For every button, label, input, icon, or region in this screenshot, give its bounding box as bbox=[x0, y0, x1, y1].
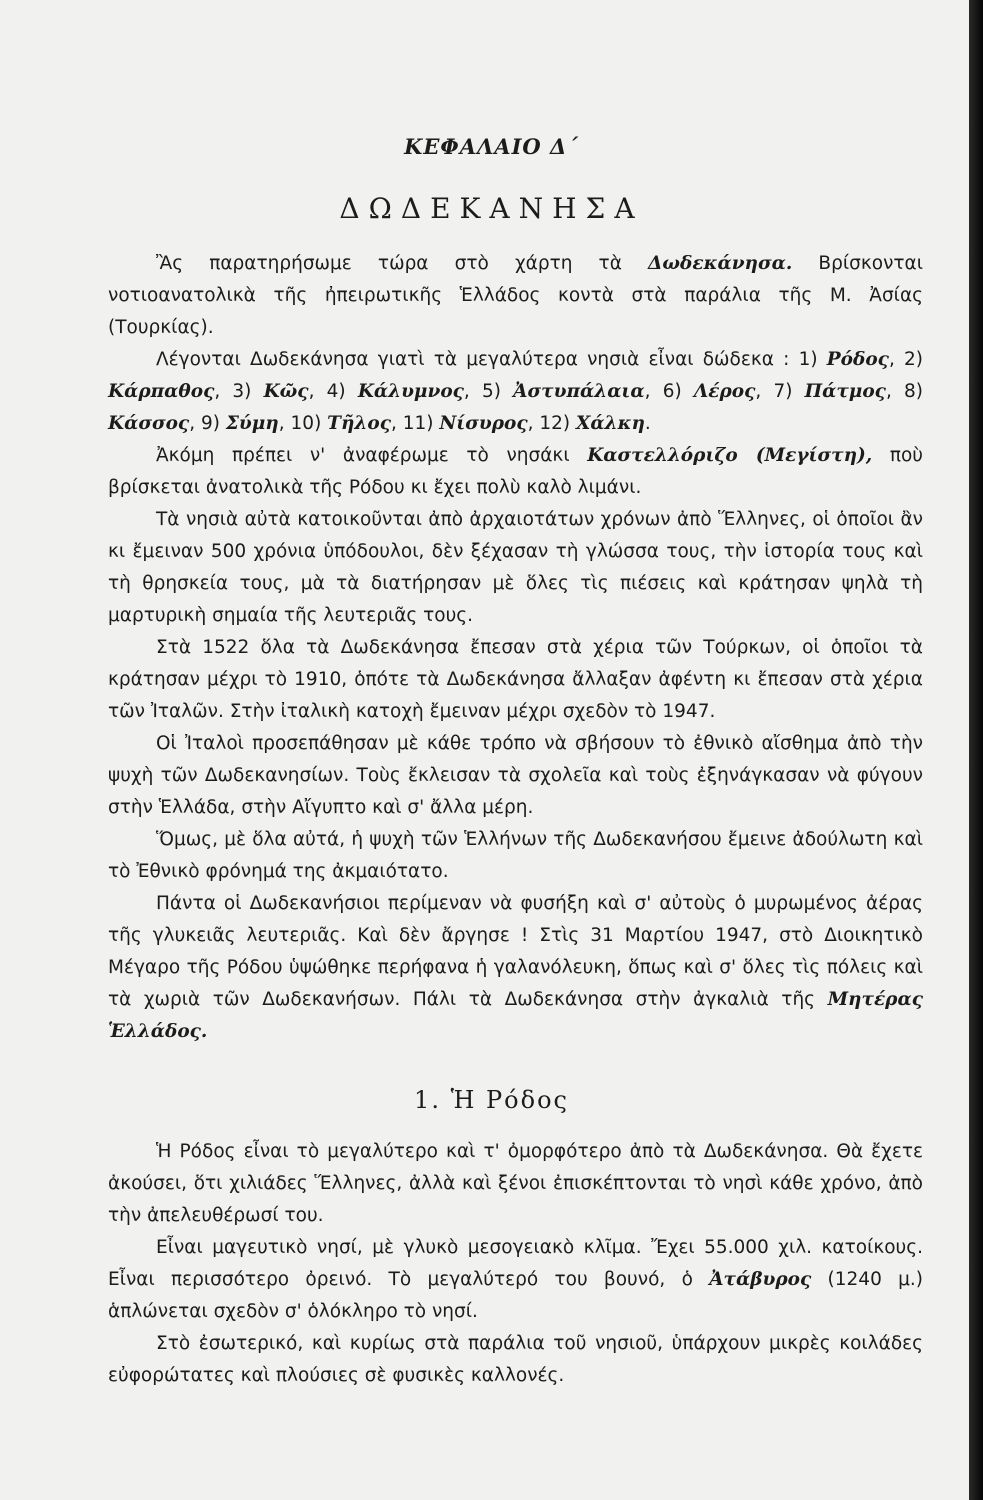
island-name: Σύμη bbox=[225, 413, 279, 434]
section-body bbox=[108, 1136, 923, 1392]
paragraph-rhodes-valleys: Στὸ ἐσωτερικό, καὶ κυρίως στὰ παράλια τοῦ νησιοῦ, ὑπάρχουν μικρὲς κοιλάδες εὐφορώτατες καὶ πλούσιες σὲ φυσικὲς καλλονές. bbox=[108, 1333, 923, 1386]
paragraph-ancient: Τὰ νησιὰ αὐτὰ κατοικοῦνται ἀπὸ ἀρχαιοτάτων χρόνων ἀπὸ Ἕλληνες, οἱ ὁποῖοι ἂν κι ἔμειναν 500 χρόνια ὑπόδουλοι, δὲν ξέχασαν τὴ γλώσσα τους, τὴν ἱστορία τους καὶ τὴ θρησκεία τους, μὰ τὰ διατήρησαν μὲ ὅλες τὶς πιέσεις καὶ κράτησαν ψηλὰ τὴ μαρτυρικὴ σημαία τῆς λευτεριᾶς τους. bbox=[108, 509, 923, 626]
island-name: Κῶς bbox=[263, 381, 309, 402]
island-name: Κάλυμνος bbox=[357, 381, 464, 402]
chapter-title: ΔΩΔΕΚΑΝΗΣΑ bbox=[339, 192, 644, 225]
paragraph-castellorizo bbox=[108, 440, 923, 504]
island-name: Λέρος bbox=[693, 381, 756, 402]
paragraph-soul: Ὅμως, μὲ ὅλα αὐτά, ἡ ψυχὴ τῶν Ἑλλήνων τῆς Δωδεκανήσου ἔμεινε ἀδούλωτη καὶ τὸ Ἐθνικὸ φρόνημά της ἀκμαιότατο. bbox=[108, 829, 923, 882]
paragraph-islands: Λέγονται Δωδεκάνησα γιατὶ τὰ μεγαλύτερα νησιὰ εἶναι δώδεκα : 1) Ρόδος, 2) Κάρπαθος, 3) Κῶς, 4) Κάλυμνος, 5) Ἀστυπάλαια, 6) Λέρος, 7) Πάτμος, 8) Κάσσος, 9) Σύμη, 10) Τῆλος, 11) Νίσυρος, 12) Χάλκη. bbox=[108, 349, 924, 434]
text-run: Εἶναι μαγευτικὸ νησί, μὲ γλυκὸ μεσογειακὸ κλῖμα. Ἔχει 55.000 χιλ. κατοίκους. Εἶναι περισσότερο ὀρεινό. Τὸ μεγαλύτερό του βουνό, ὁ bbox=[108, 1237, 923, 1290]
island-name: Ρόδος bbox=[826, 349, 889, 370]
paragraph-1522: Στὰ 1522 ὅλα τὰ Δωδεκάνησα ἔπεσαν στὰ χέρια τῶν Τούρκων, οἱ ὁποῖοι τὰ κράτησαν μέχρι τὸ 1910, ὁπότε τὰ Δωδεκάνησα ἄλλαξαν ἀφέντη κι ἔπεσαν στὰ χέρια τῶν Ἰταλῶν. Στὴν ἰταλικὴ κατοχὴ ἔμειναν μέχρι σχεδὸν τὸ 1947. bbox=[108, 637, 923, 722]
paragraph-rhodes-climate bbox=[108, 1232, 923, 1328]
text-run: Πάντα οἱ Δωδεκανήσιοι περίμεναν νὰ φυσήξη καὶ σ' αὐτοὺς ὁ μυρωμένος ἀέρας τῆς γλυκειᾶς λευτεριᾶς. Καὶ δὲν ἄργησε ! Στὶς 31 Μαρτίου 1947, στὸ Διοικητικὸ Μέγαρο τῆς Ρόδου ὑψώθηκε περήφανα ἡ γαλανόλευκη, ὅπως καὶ σ' ὅλες τὶς πόλεις καὶ τὰ χωριὰ τῶν Δωδεκανήσων. Πάλι τὰ Δωδεκάνησα στὴν ἀγκαλιὰ τῆς bbox=[108, 893, 923, 1010]
islands-intro: Λέγονται Δωδεκάνησα γιατὶ τὰ μεγαλύτερα νησιὰ εἶναι δώδεκα : bbox=[156, 349, 790, 370]
island-name: Τῆλος bbox=[327, 413, 391, 434]
island-name: Πάτμος bbox=[804, 381, 886, 402]
emphasis-castellorizo: Καστελλόριζο (Μεγίστη), bbox=[587, 445, 873, 466]
text-run: Βρίσκονται νοτιοανατολικὰ τῆς ἠπειρωτικῆς Ἑλλάδος κοντὰ στὰ παράλια τῆς Μ. Ἀσίας (Τουρκίας). bbox=[108, 253, 923, 338]
emphasis-mother-greece: Μητέρας Ἑλλάδος. bbox=[108, 989, 923, 1042]
emphasis-dodecanese: Δωδεκάνησα. bbox=[648, 253, 793, 274]
text-run: ποὺ βρίσκεται ἀνατολικὰ τῆς Ρόδου κι ἔχει πολὺ καλὸ λιμάνι. bbox=[108, 445, 923, 498]
text-run: (1240 μ.) ἁπλώνεται σχεδὸν σ' ὁλόκληρο τὸ νησί. bbox=[108, 1269, 923, 1322]
chapter-body bbox=[108, 248, 923, 1048]
section-title: 1. Ἡ Ρόδος bbox=[414, 1086, 569, 1114]
island-name: Κάρπαθος bbox=[108, 381, 215, 402]
text-run: Ἀκόμη πρέπει ν' ἀναφέρωμε τὸ νησάκι bbox=[156, 445, 588, 466]
paragraph-rhodes-intro: Ἡ Ρόδος εἶναι τὸ μεγαλύτερο καὶ τ' ὀμορφότερο ἀπὸ τὰ Δωδεκάνησα. Θὰ ἔχετε ἀκούσει, ὅτι χιλιάδες Ἕλληνες, ἀλλὰ καὶ ξένοι ἐπισκέπτονται τὸ νησὶ κάθε χρόνο, ἀπὸ τὴν ἀπελευθέρωσί του. bbox=[108, 1141, 923, 1226]
island-name: Νίσυρος bbox=[439, 413, 528, 434]
paragraph-italians: Οἱ Ἰταλοὶ προσεπάθησαν μὲ κάθε τρόπο νὰ σβήσουν τὸ ἐθνικὸ αἴσθημα ἀπὸ τὴν ψυχὴ τῶν Δωδεκανησίων. Τοὺς ἔκλεισαν τὰ σχολεῖα καὶ τοὺς ἐξηνάγκασαν νὰ φύγουν στὴν Ἑλλάδα, στὴν Αἴγυπτο καὶ σ' ἄλλα μέρη. bbox=[108, 733, 923, 818]
island-name: Ἀστυπάλαια bbox=[513, 381, 645, 402]
chapter-heading: ΚΕΦΑΛΑΙΟ Δ΄ bbox=[404, 134, 579, 159]
page-edge-shadow bbox=[969, 0, 983, 1500]
emphasis-atavyros: Ἀτάβυρος bbox=[709, 1269, 812, 1290]
paragraph-1947 bbox=[108, 888, 923, 1048]
paragraph-location bbox=[108, 248, 923, 344]
island-name: Κάσσος bbox=[108, 413, 190, 434]
text-run: Ἂς παρατηρήσωμε τώρα στὸ χάρτη τὰ bbox=[156, 253, 649, 274]
island-name: Χάλκη bbox=[576, 413, 645, 434]
